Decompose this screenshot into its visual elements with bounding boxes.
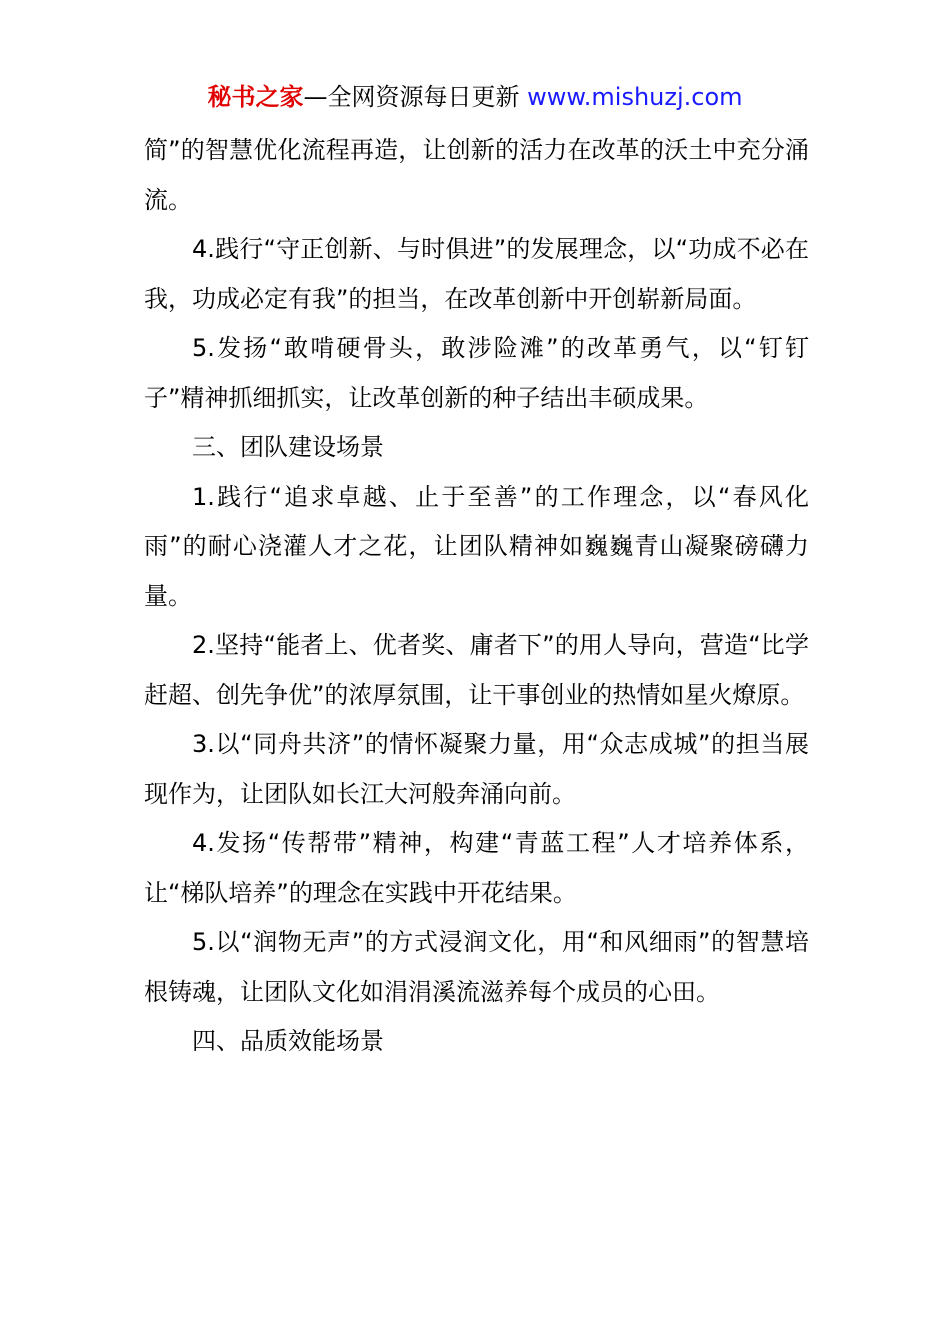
section-heading: 四、品质效能场景 — [192, 1027, 384, 1055]
paragraph-item: 5.发扬“敢啃硬骨头，敢涉险滩”的改革勇气，以“钉钉子”精神抓细抓实，让改革创新的种子结出丰硕成果。 — [144, 334, 809, 412]
paragraph-continuation: 简”的智慧优化流程再造，让创新的活力在改革的沃土中充分涌流。 — [144, 136, 809, 214]
page-header — [0, 80, 950, 114]
paragraph-item: 2.坚持“能者上、优者奖、庸者下”的用人导向，营造“比学赶超、创先争优”的浓厚氛围，让干事创业的热情如星火燎原。 — [144, 631, 809, 709]
site-url-link[interactable]: www.mishuzj.com — [527, 83, 743, 111]
document-body — [144, 126, 809, 1067]
site-brand: 秘书之家 — [207, 83, 304, 111]
paragraph-item: 4.发扬“传帮带”精神，构建“青蓝工程”人才培养体系，让“梯队培养”的理念在实践中开花结果。 — [144, 829, 809, 907]
site-tagline: —全网资源每日更新 — [303, 83, 528, 111]
paragraph-item: 5.以“润物无声”的方式浸润文化，用“和风细雨”的智慧培根铸魂，让团队文化如涓涓溪流滋养每个成员的心田。 — [144, 928, 809, 1006]
paragraph-item: 4.践行“守正创新、与时俱进”的发展理念，以“功成不必在我，功成必定有我”的担当，在改革创新中开创崭新局面。 — [144, 235, 809, 313]
paragraph-item: 3.以“同舟共济”的情怀凝聚力量，用“众志成城”的担当展现作为，让团队如长江大河般奔涌向前。 — [144, 730, 809, 808]
section-heading: 三、团队建设场景 — [192, 433, 384, 461]
paragraph-item: 1.践行“追求卓越、止于至善”的工作理念，以“春风化雨”的耐心浇灌人才之花，让团队精神如巍巍青山凝聚磅礴力量。 — [144, 482, 809, 610]
